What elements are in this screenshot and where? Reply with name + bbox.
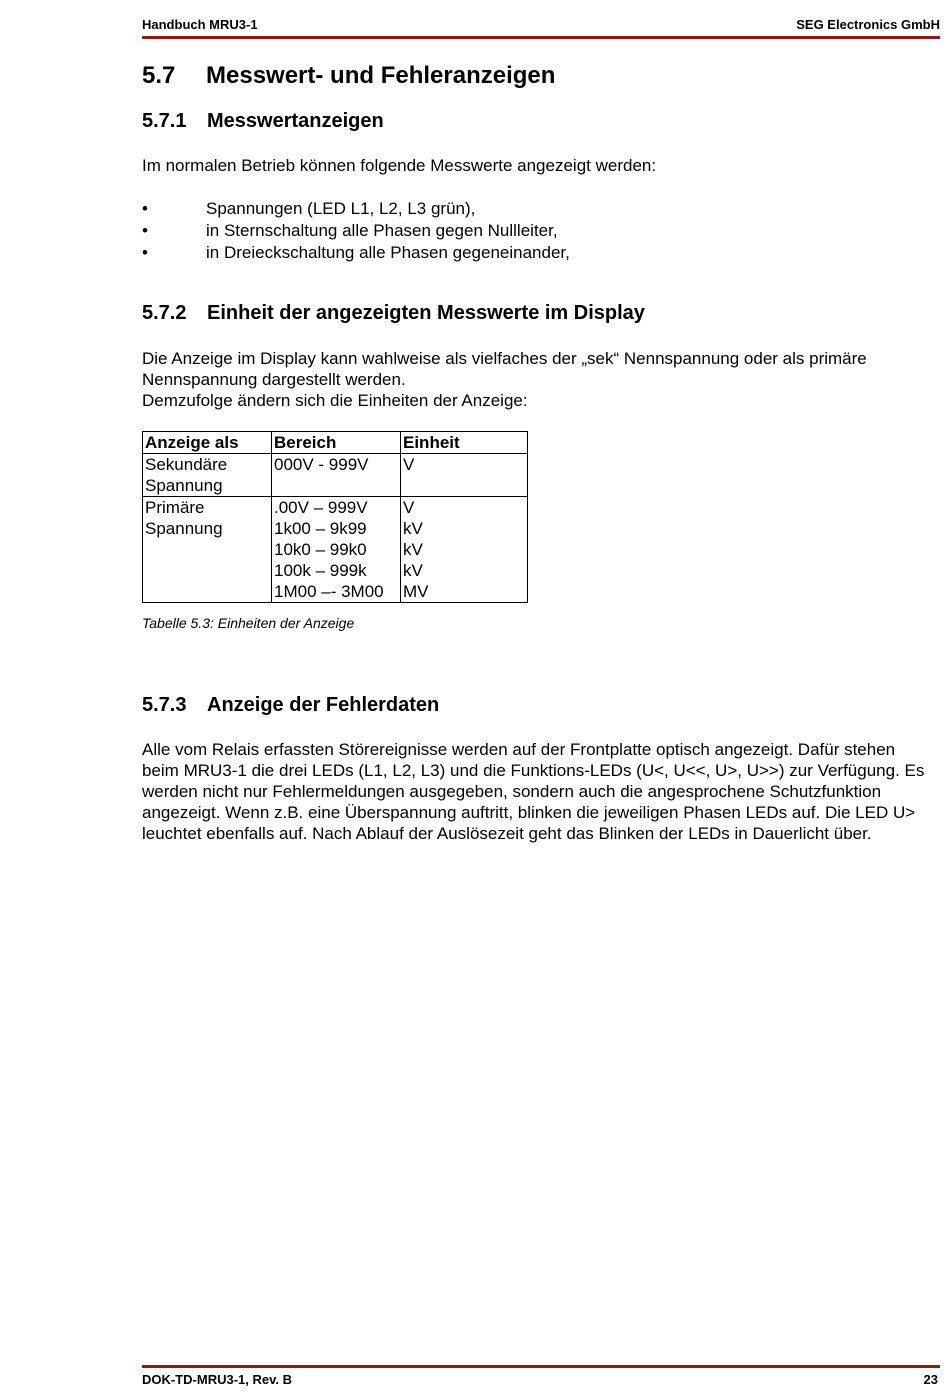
bullet-list — [142, 198, 932, 264]
list-item — [142, 220, 932, 242]
section-heading — [142, 62, 555, 90]
cell-line: 1M00 –- 3M00 — [274, 582, 384, 601]
cell-line: 10k0 – 99k0 — [274, 540, 367, 559]
table-row — [143, 454, 528, 497]
subsection-heading-3 — [142, 694, 439, 717]
header-rule — [142, 36, 940, 39]
page-header — [142, 15, 940, 37]
header-left: Handbuch MRU3-1 — [142, 17, 258, 32]
cell-line: MV — [403, 582, 429, 601]
page-number: 23 — [923, 1372, 938, 1387]
bullet-icon: • — [142, 243, 148, 262]
units-intro: Demzufolge ändern sich die Einheiten der Anzeige: — [142, 391, 528, 410]
cell-line: kV — [403, 540, 423, 559]
cell-line: kV — [403, 561, 423, 580]
subsection-title: Anzeige der Fehlerdaten — [207, 694, 440, 716]
cell-line: Primäre — [145, 498, 205, 517]
list-item-text: in Sternschaltung alle Phasen gegen Nullleiter, — [206, 221, 558, 240]
footer-doc-id: DOK-TD-MRU3-1, Rev. B — [142, 1372, 292, 1387]
list-item-text: Spannungen (LED L1, L2, L3 grün), — [206, 199, 476, 218]
cell-line: Spannung — [145, 476, 223, 495]
table-cell — [401, 454, 528, 497]
subsection-number: 5.7.1 — [142, 110, 187, 132]
table-cell — [272, 497, 401, 603]
intro-paragraph: Im normalen Betrieb können folgende Messwerte angezeigt werden: — [142, 156, 657, 175]
cell-line: 100k – 999k — [274, 561, 367, 580]
list-item — [142, 198, 932, 220]
fault-paragraph: Alle vom Relais erfassten Störereignisse werden auf der Frontplatte optisch angezeigt. Dafür stehen beim MRU3-1 die drei LEDs (L1, L2, L3) und die Funktions-LEDs (U<, U<<, U>, U>>) zur Verfügung. Es werden nicht nur Fehlermeldungen ausgegeben, sondern auch die angesprochene Schutzfunktion angezeigt. Wenn z.B. eine Überspannung auftritt, blinken die jeweiligen Phasen LEDs auf. Die LED U> leuchtet ebenfalls auf. Nach Ablauf der Auslösezeit geht das Blinken der LEDs in Dauerlicht über. — [142, 740, 925, 843]
subsection-heading-2 — [142, 302, 645, 325]
cell-line: Spannung — [145, 519, 223, 538]
cell-line: .00V – 999V — [274, 498, 368, 517]
cell-line: V — [403, 498, 415, 517]
subsection-number: 5.7.3 — [142, 694, 187, 716]
footer-rule — [142, 1365, 940, 1368]
table-cell — [401, 497, 528, 603]
table-cell — [272, 454, 401, 497]
subsection-title: Einheit der angezeigten Messwerte im Display — [207, 302, 645, 324]
bullet-icon: • — [142, 221, 148, 240]
table-header: Einheit — [401, 432, 528, 454]
section-number: 5.7 — [142, 62, 176, 89]
bullet-icon: • — [142, 199, 148, 218]
cell-line: 000V - 999V — [274, 455, 369, 474]
table-header: Anzeige als — [143, 432, 272, 454]
subsection-number: 5.7.2 — [142, 302, 187, 324]
cell-line: V — [403, 455, 415, 474]
table-header-row — [143, 432, 528, 454]
table-caption: Tabelle 5.3: Einheiten der Anzeige — [142, 615, 355, 631]
cell-line: kV — [403, 519, 423, 538]
table-cell — [143, 454, 272, 497]
list-item-text: in Dreieckschaltung alle Phasen gegeneinander, — [206, 243, 570, 262]
header-right: SEG Electronics GmbH — [796, 17, 940, 32]
subsection-title: Messwertanzeigen — [207, 110, 384, 132]
cell-line: 1k00 – 9k99 — [274, 519, 367, 538]
section-title: Messwert- und Fehleranzeigen — [206, 62, 556, 89]
table-row — [143, 497, 528, 603]
display-paragraph: Die Anzeige im Display kann wahlweise als vielfaches der „sek“ Nennspannung oder als primäre Nennspannung dargestellt werden. — [142, 349, 867, 389]
units-table — [142, 431, 528, 603]
cell-line: Sekundäre — [145, 455, 228, 474]
list-item — [142, 242, 932, 264]
table-header: Bereich — [272, 432, 401, 454]
table-cell — [143, 497, 272, 603]
subsection-heading-1 — [142, 110, 384, 133]
